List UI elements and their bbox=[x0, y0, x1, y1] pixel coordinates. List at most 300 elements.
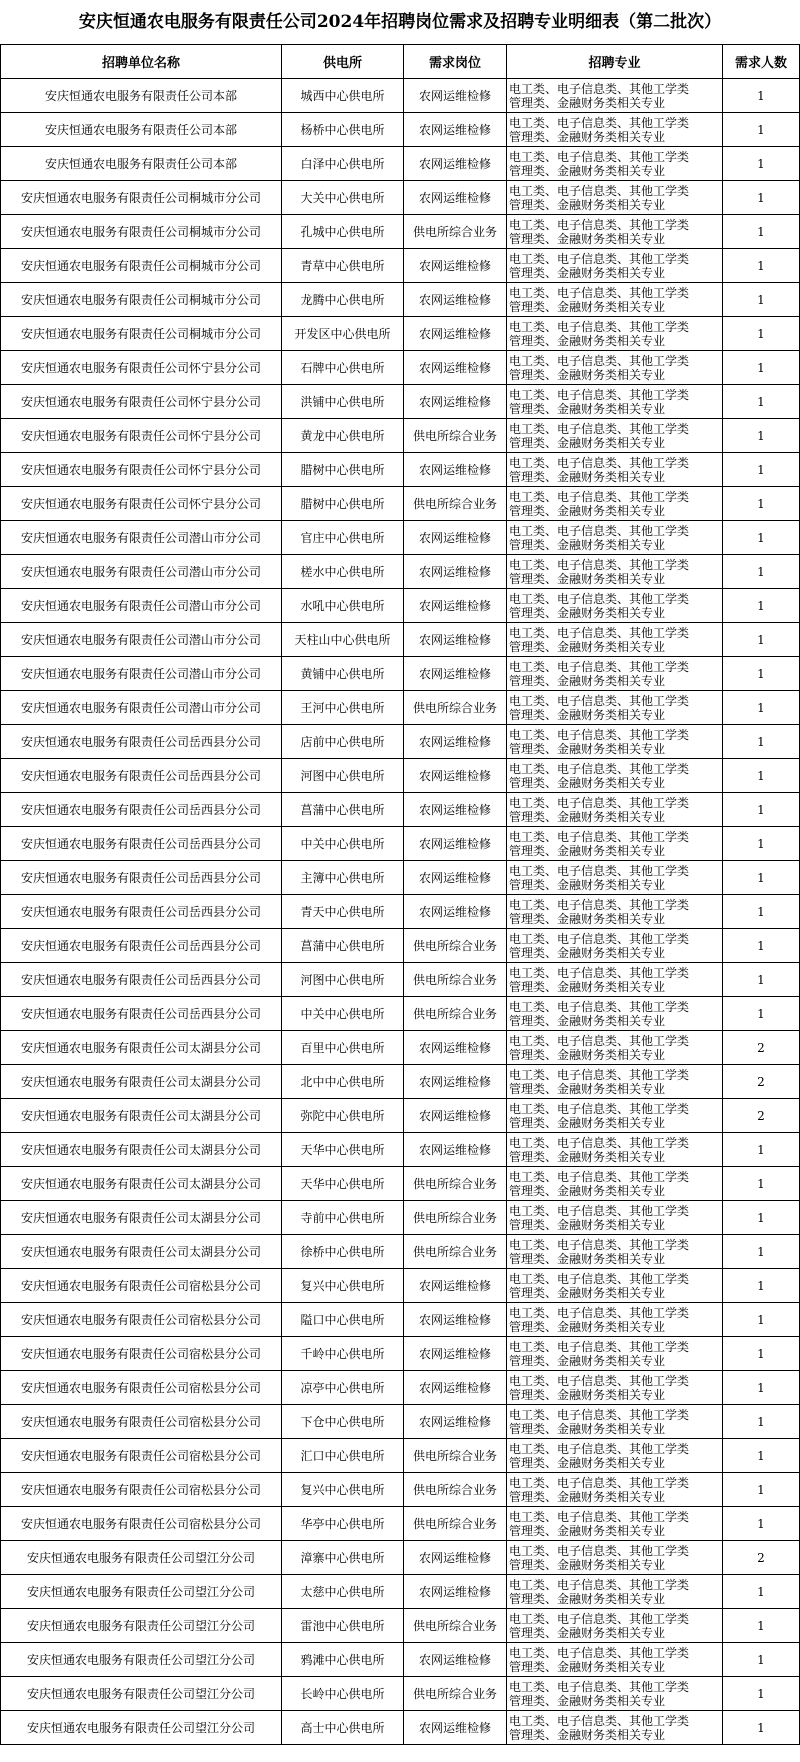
cell-power-station: 北中中心供电所 bbox=[282, 1065, 404, 1099]
major-line-2: 管理类、金融财务类相关专业 bbox=[509, 1251, 666, 1266]
major-line-2: 管理类、金融财务类相关专业 bbox=[509, 1625, 666, 1640]
major-line-1: 电工类、电子信息类、其他工学类 bbox=[509, 659, 690, 674]
cell-power-station: 菖蒲中心供电所 bbox=[282, 929, 404, 963]
cell-unit-name: 安庆恒通农电服务有限责任公司太湖县分公司 bbox=[1, 1167, 282, 1201]
major-line-1: 电工类、电子信息类、其他工学类 bbox=[509, 1135, 690, 1150]
major-line-1: 电工类、电子信息类、其他工学类 bbox=[509, 1407, 690, 1422]
cell-position: 农网运维检修 bbox=[404, 385, 507, 419]
cell-position: 农网运维检修 bbox=[404, 1031, 507, 1065]
cell-power-station: 青草中心供电所 bbox=[282, 249, 404, 283]
table-row bbox=[1, 249, 800, 283]
cell-major bbox=[507, 623, 723, 657]
table-row bbox=[1, 1167, 800, 1201]
cell-power-station: 天华中心供电所 bbox=[282, 1167, 404, 1201]
cell-power-station: 天华中心供电所 bbox=[282, 1133, 404, 1167]
cell-position: 农网运维检修 bbox=[404, 453, 507, 487]
cell-power-station: 华亭中心供电所 bbox=[282, 1507, 404, 1541]
table-row bbox=[1, 1405, 800, 1439]
cell-count: 1 bbox=[723, 147, 800, 181]
major-line-2: 管理类、金融财务类相关专业 bbox=[509, 1081, 666, 1096]
major-line-1: 电工类、电子信息类、其他工学类 bbox=[509, 897, 690, 912]
cell-position: 供电所综合业务 bbox=[404, 1235, 507, 1269]
cell-major bbox=[507, 1167, 723, 1201]
table-row bbox=[1, 1439, 800, 1473]
cell-power-station: 孔城中心供电所 bbox=[282, 215, 404, 249]
cell-power-station: 杨桥中心供电所 bbox=[282, 113, 404, 147]
cell-power-station: 王河中心供电所 bbox=[282, 691, 404, 725]
cell-count: 1 bbox=[723, 1677, 800, 1711]
major-line-1: 电工类、电子信息类、其他工学类 bbox=[509, 829, 690, 844]
cell-count: 1 bbox=[723, 113, 800, 147]
table-row bbox=[1, 725, 800, 759]
cell-count: 1 bbox=[723, 1269, 800, 1303]
cell-unit-name: 安庆恒通农电服务有限责任公司本部 bbox=[1, 79, 282, 113]
table-row bbox=[1, 453, 800, 487]
cell-power-station: 河图中心供电所 bbox=[282, 963, 404, 997]
major-line-1: 电工类、电子信息类、其他工学类 bbox=[509, 421, 690, 436]
cell-power-station: 水吼中心供电所 bbox=[282, 589, 404, 623]
cell-position: 农网运维检修 bbox=[404, 827, 507, 861]
cell-power-station: 黄龙中心供电所 bbox=[282, 419, 404, 453]
cell-count: 1 bbox=[723, 1439, 800, 1473]
major-line-1: 电工类、电子信息类、其他工学类 bbox=[509, 1713, 690, 1728]
major-line-2: 管理类、金融财务类相关专业 bbox=[509, 401, 666, 416]
major-line-2: 管理类、金融财务类相关专业 bbox=[509, 333, 666, 348]
cell-power-station: 店前中心供电所 bbox=[282, 725, 404, 759]
major-line-1: 电工类、电子信息类、其他工学类 bbox=[509, 115, 690, 130]
cell-major bbox=[507, 1609, 723, 1643]
table-row bbox=[1, 997, 800, 1031]
major-line-1: 电工类、电子信息类、其他工学类 bbox=[509, 251, 690, 266]
cell-unit-name: 安庆恒通农电服务有限责任公司桐城市分公司 bbox=[1, 215, 282, 249]
major-line-2: 管理类、金融财务类相关专业 bbox=[509, 1421, 666, 1436]
cell-power-station: 凉亭中心供电所 bbox=[282, 1371, 404, 1405]
major-line-2: 管理类、金融财务类相关专业 bbox=[509, 1523, 666, 1538]
cell-count: 1 bbox=[723, 589, 800, 623]
cell-major bbox=[507, 1507, 723, 1541]
cell-count: 1 bbox=[723, 453, 800, 487]
cell-major bbox=[507, 1201, 723, 1235]
cell-major bbox=[507, 827, 723, 861]
cell-power-station: 开发区中心供电所 bbox=[282, 317, 404, 351]
cell-unit-name: 安庆恒通农电服务有限责任公司桐城市分公司 bbox=[1, 181, 282, 215]
major-line-1: 电工类、电子信息类、其他工学类 bbox=[509, 81, 690, 96]
header-power-station: 供电所 bbox=[282, 45, 404, 79]
cell-position: 供电所综合业务 bbox=[404, 1439, 507, 1473]
major-line-2: 管理类、金融财务类相关专业 bbox=[509, 673, 666, 688]
major-line-2: 管理类、金融财务类相关专业 bbox=[509, 469, 666, 484]
cell-unit-name: 安庆恒通农电服务有限责任公司岳西县分公司 bbox=[1, 861, 282, 895]
header-unit-name: 招聘单位名称 bbox=[1, 45, 282, 79]
table-row bbox=[1, 1303, 800, 1337]
major-line-2: 管理类、金融财务类相关专业 bbox=[509, 979, 666, 994]
major-line-1: 电工类、电子信息类、其他工学类 bbox=[509, 1067, 690, 1082]
table-row bbox=[1, 419, 800, 453]
major-line-1: 电工类、电子信息类、其他工学类 bbox=[509, 149, 690, 164]
cell-unit-name: 安庆恒通农电服务有限责任公司宿松县分公司 bbox=[1, 1507, 282, 1541]
cell-major bbox=[507, 1269, 723, 1303]
cell-unit-name: 安庆恒通农电服务有限责任公司宿松县分公司 bbox=[1, 1439, 282, 1473]
major-line-2: 管理类、金融财务类相关专业 bbox=[509, 605, 666, 620]
major-line-2: 管理类、金融财务类相关专业 bbox=[509, 809, 666, 824]
major-line-1: 电工类、电子信息类、其他工学类 bbox=[509, 1679, 690, 1694]
cell-major bbox=[507, 487, 723, 521]
cell-power-station: 百里中心供电所 bbox=[282, 1031, 404, 1065]
cell-major bbox=[507, 1235, 723, 1269]
major-line-1: 电工类、电子信息类、其他工学类 bbox=[509, 1203, 690, 1218]
cell-unit-name: 安庆恒通农电服务有限责任公司宿松县分公司 bbox=[1, 1269, 282, 1303]
table-row bbox=[1, 657, 800, 691]
table-row bbox=[1, 1677, 800, 1711]
cell-count: 1 bbox=[723, 963, 800, 997]
cell-unit-name: 安庆恒通农电服务有限责任公司太湖县分公司 bbox=[1, 1201, 282, 1235]
major-line-2: 管理类、金融财务类相关专业 bbox=[509, 639, 666, 654]
cell-major bbox=[507, 657, 723, 691]
cell-major bbox=[507, 1711, 723, 1745]
cell-position: 农网运维检修 bbox=[404, 623, 507, 657]
cell-unit-name: 安庆恒通农电服务有限责任公司岳西县分公司 bbox=[1, 759, 282, 793]
cell-major bbox=[507, 283, 723, 317]
major-line-1: 电工类、电子信息类、其他工学类 bbox=[509, 1441, 690, 1456]
major-line-1: 电工类、电子信息类、其他工学类 bbox=[509, 1475, 690, 1490]
cell-position: 农网运维检修 bbox=[404, 1065, 507, 1099]
cell-unit-name: 安庆恒通农电服务有限责任公司太湖县分公司 bbox=[1, 1235, 282, 1269]
cell-unit-name: 安庆恒通农电服务有限责任公司望江分公司 bbox=[1, 1711, 282, 1745]
table-row bbox=[1, 79, 800, 113]
cell-major bbox=[507, 1031, 723, 1065]
cell-unit-name: 安庆恒通农电服务有限责任公司太湖县分公司 bbox=[1, 1065, 282, 1099]
cell-power-station: 隘口中心供电所 bbox=[282, 1303, 404, 1337]
major-line-2: 管理类、金融财务类相关专业 bbox=[509, 1455, 666, 1470]
cell-count: 1 bbox=[723, 623, 800, 657]
cell-power-station: 长岭中心供电所 bbox=[282, 1677, 404, 1711]
cell-position: 农网运维检修 bbox=[404, 1541, 507, 1575]
major-line-1: 电工类、电子信息类、其他工学类 bbox=[509, 489, 690, 504]
cell-unit-name: 安庆恒通农电服务有限责任公司宿松县分公司 bbox=[1, 1473, 282, 1507]
cell-position: 农网运维检修 bbox=[404, 249, 507, 283]
cell-major bbox=[507, 895, 723, 929]
cell-unit-name: 安庆恒通农电服务有限责任公司桐城市分公司 bbox=[1, 283, 282, 317]
table-row bbox=[1, 487, 800, 521]
cell-count: 1 bbox=[723, 249, 800, 283]
major-line-1: 电工类、电子信息类、其他工学类 bbox=[509, 353, 690, 368]
cell-count: 1 bbox=[723, 1167, 800, 1201]
cell-count: 1 bbox=[723, 929, 800, 963]
cell-count: 1 bbox=[723, 1405, 800, 1439]
cell-power-station: 龙腾中心供电所 bbox=[282, 283, 404, 317]
cell-count: 1 bbox=[723, 1473, 800, 1507]
cell-major bbox=[507, 929, 723, 963]
table-row bbox=[1, 1371, 800, 1405]
cell-count: 1 bbox=[723, 1235, 800, 1269]
cell-unit-name: 安庆恒通农电服务有限责任公司怀宁县分公司 bbox=[1, 385, 282, 419]
table-row bbox=[1, 1235, 800, 1269]
cell-power-station: 汇口中心供电所 bbox=[282, 1439, 404, 1473]
table-row bbox=[1, 317, 800, 351]
cell-position: 供电所综合业务 bbox=[404, 215, 507, 249]
cell-unit-name: 安庆恒通农电服务有限责任公司潜山市分公司 bbox=[1, 691, 282, 725]
table-row bbox=[1, 589, 800, 623]
major-line-1: 电工类、电子信息类、其他工学类 bbox=[509, 455, 690, 470]
major-line-2: 管理类、金融财务类相关专业 bbox=[509, 1693, 666, 1708]
cell-count: 1 bbox=[723, 1371, 800, 1405]
major-line-1: 电工类、电子信息类、其他工学类 bbox=[509, 1033, 690, 1048]
table-row bbox=[1, 793, 800, 827]
cell-major bbox=[507, 385, 723, 419]
major-line-2: 管理类、金融财务类相关专业 bbox=[509, 877, 666, 892]
major-line-2: 管理类、金融财务类相关专业 bbox=[509, 843, 666, 858]
cell-count: 1 bbox=[723, 283, 800, 317]
major-line-2: 管理类、金融财务类相关专业 bbox=[509, 1217, 666, 1232]
cell-count: 1 bbox=[723, 997, 800, 1031]
table-row bbox=[1, 1201, 800, 1235]
cell-position: 供电所综合业务 bbox=[404, 997, 507, 1031]
cell-count: 1 bbox=[723, 895, 800, 929]
cell-position: 农网运维检修 bbox=[404, 147, 507, 181]
cell-position: 农网运维检修 bbox=[404, 1643, 507, 1677]
cell-power-station: 中关中心供电所 bbox=[282, 827, 404, 861]
cell-major bbox=[507, 1575, 723, 1609]
major-line-1: 电工类、电子信息类、其他工学类 bbox=[509, 931, 690, 946]
cell-position: 农网运维检修 bbox=[404, 589, 507, 623]
table-row bbox=[1, 1031, 800, 1065]
cell-major bbox=[507, 1439, 723, 1473]
major-line-2: 管理类、金融财务类相关专业 bbox=[509, 299, 666, 314]
cell-position: 农网运维检修 bbox=[404, 1303, 507, 1337]
table-row bbox=[1, 929, 800, 963]
cell-power-station: 黄铺中心供电所 bbox=[282, 657, 404, 691]
cell-position: 农网运维检修 bbox=[404, 351, 507, 385]
cell-major bbox=[507, 963, 723, 997]
major-line-2: 管理类、金融财务类相关专业 bbox=[509, 1319, 666, 1334]
table-row bbox=[1, 1575, 800, 1609]
cell-position: 供电所综合业务 bbox=[404, 691, 507, 725]
cell-major bbox=[507, 1099, 723, 1133]
major-line-1: 电工类、电子信息类、其他工学类 bbox=[509, 1373, 690, 1388]
cell-unit-name: 安庆恒通农电服务有限责任公司怀宁县分公司 bbox=[1, 351, 282, 385]
major-line-2: 管理类、金融财务类相关专业 bbox=[509, 1353, 666, 1368]
cell-major bbox=[507, 725, 723, 759]
cell-power-station: 雷池中心供电所 bbox=[282, 1609, 404, 1643]
cell-unit-name: 安庆恒通农电服务有限责任公司太湖县分公司 bbox=[1, 1031, 282, 1065]
cell-position: 供电所综合业务 bbox=[404, 419, 507, 453]
major-line-1: 电工类、电子信息类、其他工学类 bbox=[509, 1101, 690, 1116]
table-row bbox=[1, 963, 800, 997]
cell-power-station: 白泽中心供电所 bbox=[282, 147, 404, 181]
cell-power-station: 天柱山中心供电所 bbox=[282, 623, 404, 657]
cell-position: 供电所综合业务 bbox=[404, 1167, 507, 1201]
major-line-2: 管理类、金融财务类相关专业 bbox=[509, 1047, 666, 1062]
major-line-1: 电工类、电子信息类、其他工学类 bbox=[509, 591, 690, 606]
cell-count: 1 bbox=[723, 827, 800, 861]
cell-position: 农网运维检修 bbox=[404, 1371, 507, 1405]
major-line-1: 电工类、电子信息类、其他工学类 bbox=[509, 1611, 690, 1626]
table-row bbox=[1, 1643, 800, 1677]
cell-count: 1 bbox=[723, 1303, 800, 1337]
major-line-1: 电工类、电子信息类、其他工学类 bbox=[509, 217, 690, 232]
cell-unit-name: 安庆恒通农电服务有限责任公司潜山市分公司 bbox=[1, 555, 282, 589]
major-line-2: 管理类、金融财务类相关专业 bbox=[509, 775, 666, 790]
cell-unit-name: 安庆恒通农电服务有限责任公司望江分公司 bbox=[1, 1609, 282, 1643]
cell-major bbox=[507, 249, 723, 283]
major-line-1: 电工类、电子信息类、其他工学类 bbox=[509, 285, 690, 300]
cell-unit-name: 安庆恒通农电服务有限责任公司宿松县分公司 bbox=[1, 1371, 282, 1405]
table-row bbox=[1, 385, 800, 419]
major-line-2: 管理类、金融财务类相关专业 bbox=[509, 129, 666, 144]
cell-major bbox=[507, 215, 723, 249]
major-line-2: 管理类、金融财务类相关专业 bbox=[509, 231, 666, 246]
cell-major bbox=[507, 1405, 723, 1439]
cell-position: 农网运维检修 bbox=[404, 1575, 507, 1609]
cell-major bbox=[507, 453, 723, 487]
table-row bbox=[1, 759, 800, 793]
cell-power-station: 城西中心供电所 bbox=[282, 79, 404, 113]
cell-major bbox=[507, 759, 723, 793]
cell-position: 农网运维检修 bbox=[404, 1099, 507, 1133]
major-line-1: 电工类、电子信息类、其他工学类 bbox=[509, 625, 690, 640]
cell-position: 农网运维检修 bbox=[404, 181, 507, 215]
cell-major bbox=[507, 79, 723, 113]
table-row bbox=[1, 1065, 800, 1099]
header-position: 需求岗位 bbox=[404, 45, 507, 79]
major-line-1: 电工类、电子信息类、其他工学类 bbox=[509, 1237, 690, 1252]
table-row bbox=[1, 861, 800, 895]
cell-power-station: 高士中心供电所 bbox=[282, 1711, 404, 1745]
header-major: 招聘专业 bbox=[507, 45, 723, 79]
cell-major bbox=[507, 1643, 723, 1677]
cell-unit-name: 安庆恒通农电服务有限责任公司宿松县分公司 bbox=[1, 1303, 282, 1337]
cell-position: 农网运维检修 bbox=[404, 283, 507, 317]
cell-count: 1 bbox=[723, 419, 800, 453]
cell-count: 1 bbox=[723, 351, 800, 385]
cell-count: 1 bbox=[723, 385, 800, 419]
major-line-2: 管理类、金融财务类相关专业 bbox=[509, 1183, 666, 1198]
cell-major bbox=[507, 521, 723, 555]
major-line-1: 电工类、电子信息类、其他工学类 bbox=[509, 1509, 690, 1524]
major-line-1: 电工类、电子信息类、其他工学类 bbox=[509, 523, 690, 538]
cell-unit-name: 安庆恒通农电服务有限责任公司潜山市分公司 bbox=[1, 521, 282, 555]
table-row bbox=[1, 1541, 800, 1575]
cell-count: 1 bbox=[723, 861, 800, 895]
cell-count: 2 bbox=[723, 1541, 800, 1575]
cell-count: 1 bbox=[723, 759, 800, 793]
cell-unit-name: 安庆恒通农电服务有限责任公司岳西县分公司 bbox=[1, 725, 282, 759]
table-row bbox=[1, 215, 800, 249]
major-line-1: 电工类、电子信息类、其他工学类 bbox=[509, 319, 690, 334]
major-line-2: 管理类、金融财务类相关专业 bbox=[509, 1115, 666, 1130]
cell-position: 农网运维检修 bbox=[404, 79, 507, 113]
major-line-1: 电工类、电子信息类、其他工学类 bbox=[509, 1339, 690, 1354]
recruitment-table bbox=[0, 44, 800, 1745]
table-row bbox=[1, 1711, 800, 1745]
table-row bbox=[1, 1507, 800, 1541]
table-row bbox=[1, 1337, 800, 1371]
cell-major bbox=[507, 589, 723, 623]
cell-count: 1 bbox=[723, 657, 800, 691]
major-line-1: 电工类、电子信息类、其他工学类 bbox=[509, 1543, 690, 1558]
cell-unit-name: 安庆恒通农电服务有限责任公司潜山市分公司 bbox=[1, 623, 282, 657]
table-row bbox=[1, 895, 800, 929]
table-row bbox=[1, 1609, 800, 1643]
cell-position: 农网运维检修 bbox=[404, 1711, 507, 1745]
cell-count: 2 bbox=[723, 1065, 800, 1099]
cell-position: 供电所综合业务 bbox=[404, 1473, 507, 1507]
cell-major bbox=[507, 1541, 723, 1575]
cell-power-station: 太慈中心供电所 bbox=[282, 1575, 404, 1609]
major-line-2: 管理类、金融财务类相关专业 bbox=[509, 1149, 666, 1164]
table-row bbox=[1, 521, 800, 555]
cell-unit-name: 安庆恒通农电服务有限责任公司潜山市分公司 bbox=[1, 657, 282, 691]
major-line-2: 管理类、金融财务类相关专业 bbox=[509, 537, 666, 552]
major-line-1: 电工类、电子信息类、其他工学类 bbox=[509, 1305, 690, 1320]
cell-power-station: 寺前中心供电所 bbox=[282, 1201, 404, 1235]
major-line-2: 管理类、金融财务类相关专业 bbox=[509, 945, 666, 960]
cell-position: 供电所综合业务 bbox=[404, 487, 507, 521]
major-line-2: 管理类、金融财务类相关专业 bbox=[509, 1387, 666, 1402]
cell-count: 1 bbox=[723, 1711, 800, 1745]
cell-count: 1 bbox=[723, 1507, 800, 1541]
major-line-1: 电工类、电子信息类、其他工学类 bbox=[509, 387, 690, 402]
major-line-1: 电工类、电子信息类、其他工学类 bbox=[509, 1577, 690, 1592]
cell-unit-name: 安庆恒通农电服务有限责任公司桐城市分公司 bbox=[1, 317, 282, 351]
cell-count: 1 bbox=[723, 793, 800, 827]
cell-power-station: 徐桥中心供电所 bbox=[282, 1235, 404, 1269]
cell-position: 农网运维检修 bbox=[404, 317, 507, 351]
cell-major bbox=[507, 1677, 723, 1711]
table-row bbox=[1, 555, 800, 589]
cell-unit-name: 安庆恒通农电服务有限责任公司桐城市分公司 bbox=[1, 249, 282, 283]
cell-power-station: 复兴中心供电所 bbox=[282, 1473, 404, 1507]
cell-count: 1 bbox=[723, 725, 800, 759]
cell-power-station: 鸦滩中心供电所 bbox=[282, 1643, 404, 1677]
major-line-2: 管理类、金融财务类相关专业 bbox=[509, 571, 666, 586]
cell-position: 供电所综合业务 bbox=[404, 929, 507, 963]
cell-count: 1 bbox=[723, 79, 800, 113]
major-line-2: 管理类、金融财务类相关专业 bbox=[509, 1013, 666, 1028]
major-line-2: 管理类、金融财务类相关专业 bbox=[509, 367, 666, 382]
major-line-2: 管理类、金融财务类相关专业 bbox=[509, 1489, 666, 1504]
cell-power-station: 石牌中心供电所 bbox=[282, 351, 404, 385]
major-line-2: 管理类、金融财务类相关专业 bbox=[509, 503, 666, 518]
table-header-row bbox=[1, 45, 800, 79]
cell-unit-name: 安庆恒通农电服务有限责任公司宿松县分公司 bbox=[1, 1337, 282, 1371]
cell-unit-name: 安庆恒通农电服务有限责任公司潜山市分公司 bbox=[1, 589, 282, 623]
major-line-2: 管理类、金融财务类相关专业 bbox=[509, 911, 666, 926]
cell-position: 农网运维检修 bbox=[404, 793, 507, 827]
cell-major bbox=[507, 691, 723, 725]
cell-unit-name: 安庆恒通农电服务有限责任公司怀宁县分公司 bbox=[1, 419, 282, 453]
major-line-1: 电工类、电子信息类、其他工学类 bbox=[509, 965, 690, 980]
cell-count: 1 bbox=[723, 555, 800, 589]
cell-position: 供电所综合业务 bbox=[404, 1609, 507, 1643]
cell-unit-name: 安庆恒通农电服务有限责任公司岳西县分公司 bbox=[1, 793, 282, 827]
cell-position: 农网运维检修 bbox=[404, 725, 507, 759]
cell-power-station: 大关中心供电所 bbox=[282, 181, 404, 215]
major-line-1: 电工类、电子信息类、其他工学类 bbox=[509, 727, 690, 742]
table-row bbox=[1, 1473, 800, 1507]
cell-count: 1 bbox=[723, 215, 800, 249]
cell-unit-name: 安庆恒通农电服务有限责任公司岳西县分公司 bbox=[1, 997, 282, 1031]
header-count: 需求人数 bbox=[723, 45, 800, 79]
major-line-1: 电工类、电子信息类、其他工学类 bbox=[509, 1169, 690, 1184]
cell-power-station: 洪铺中心供电所 bbox=[282, 385, 404, 419]
cell-unit-name: 安庆恒通农电服务有限责任公司本部 bbox=[1, 147, 282, 181]
cell-count: 1 bbox=[723, 1201, 800, 1235]
cell-unit-name: 安庆恒通农电服务有限责任公司岳西县分公司 bbox=[1, 929, 282, 963]
cell-count: 1 bbox=[723, 691, 800, 725]
cell-position: 农网运维检修 bbox=[404, 1405, 507, 1439]
cell-unit-name: 安庆恒通农电服务有限责任公司怀宁县分公司 bbox=[1, 453, 282, 487]
